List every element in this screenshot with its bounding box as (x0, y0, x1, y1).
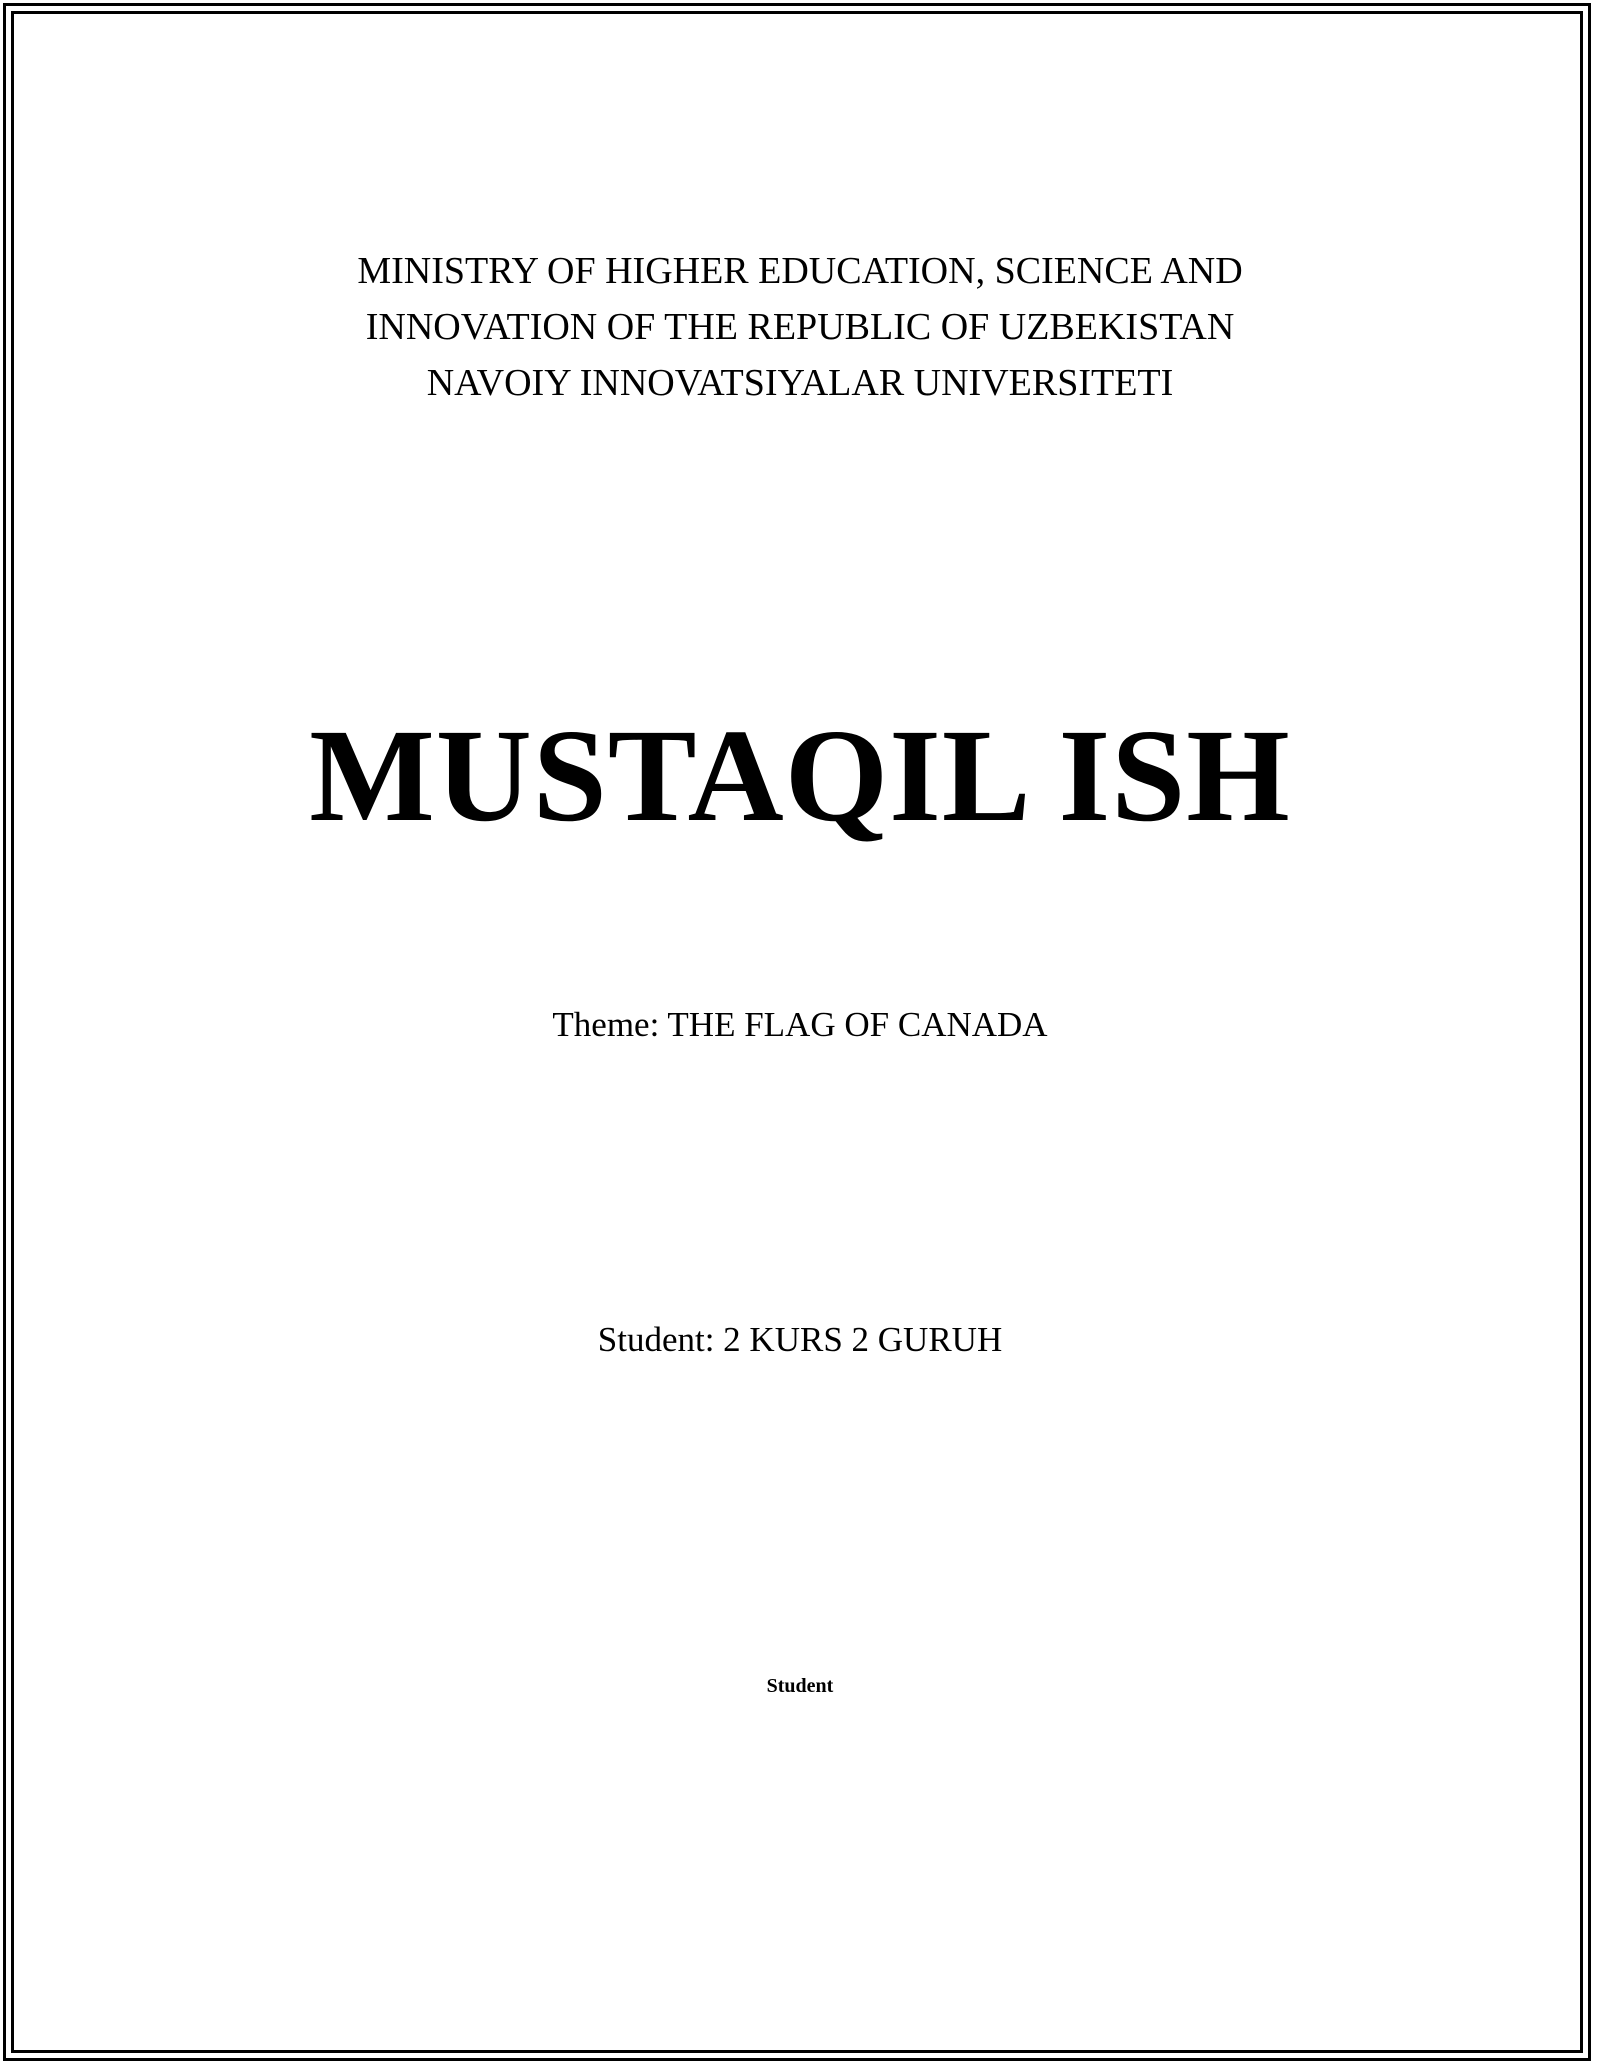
institution-header (0, 243, 1600, 411)
header-line-ministry: MINISTRY OF HIGHER EDUCATION, SCIENCE AND (357, 250, 1243, 292)
theme-line: Theme: THE FLAG OF CANADA (552, 1005, 1048, 1044)
header-line-university: NAVOIY INNOVATSIYALAR UNIVERSITETI (426, 362, 1174, 404)
student-group-line: Student: 2 KURS 2 GURUH (597, 1320, 1003, 1359)
header-line-republic: INNOVATION OF THE REPUBLIC OF UZBEKISTAN (365, 306, 1235, 348)
document-title: MUSTAQIL ISH (309, 701, 1291, 849)
student-label: Student (766, 1675, 834, 1697)
